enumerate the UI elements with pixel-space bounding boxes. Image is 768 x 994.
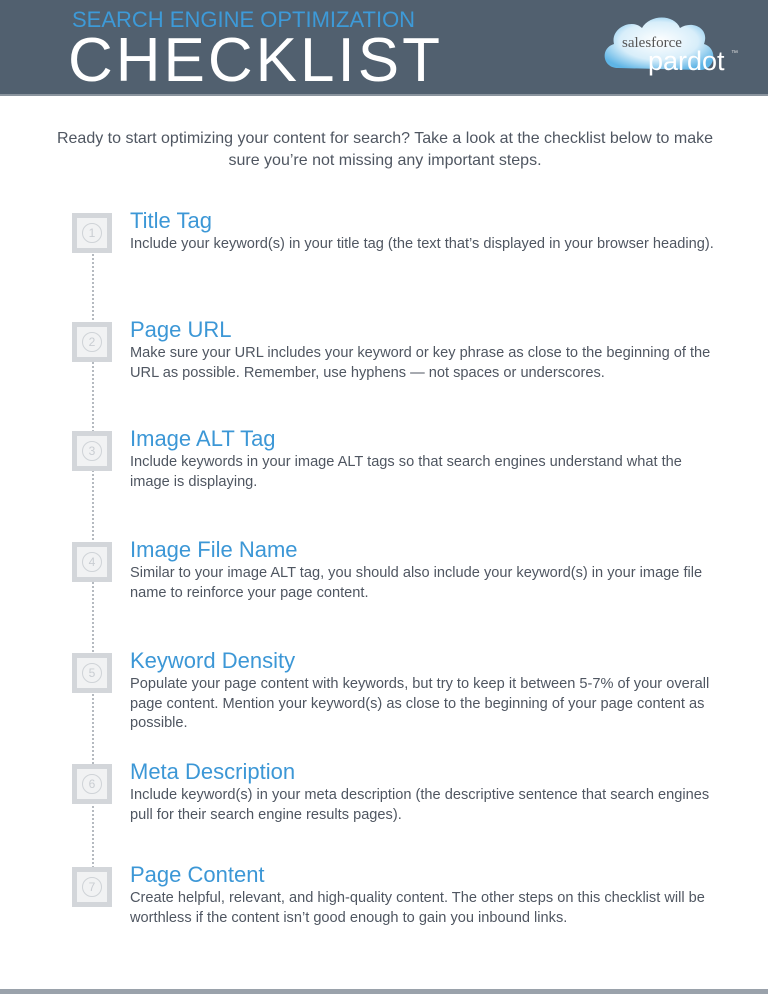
item-description: Include your keyword(s) in your title tag (the text that’s displayed in your browser heading). bbox=[130, 236, 714, 252]
item-description: Similar to your image ALT tag, you should also include your keyword(s) in your image file name to reinforce your page content. bbox=[130, 565, 703, 601]
item-title: Page URL bbox=[130, 317, 232, 342]
item-title: Page Content bbox=[130, 862, 265, 887]
step-number-box bbox=[72, 764, 112, 804]
item-description: Include keywords in your image ALT tags so that search engines understand what the image is displaying. bbox=[130, 454, 682, 490]
footer-divider bbox=[0, 989, 768, 994]
step-number-box bbox=[72, 867, 112, 907]
logo-salesforce-text: salesforce bbox=[622, 35, 682, 51]
step-number-box bbox=[72, 213, 112, 253]
trademark-mark: ™ bbox=[731, 50, 738, 57]
item-title: Keyword Density bbox=[130, 648, 296, 673]
salesforce-pardot-logo bbox=[598, 10, 748, 86]
step-number-box bbox=[72, 322, 112, 362]
item-description: Populate your page content with keywords, but try to keep it between 5-7% of your overall page content. Mention your keyword(s) as close to the beginning of your page content as possible. bbox=[130, 676, 710, 731]
item-title: Image ALT Tag bbox=[130, 426, 276, 451]
step-number: 5 bbox=[82, 663, 102, 683]
item-title: Meta Description bbox=[130, 759, 296, 784]
page-title: CHECKLIST bbox=[68, 26, 443, 95]
step-number-box bbox=[72, 653, 112, 693]
step-number: 6 bbox=[82, 774, 102, 794]
header-banner bbox=[0, 0, 768, 96]
step-number: 4 bbox=[82, 552, 102, 572]
item-title: Image File Name bbox=[130, 537, 298, 562]
item-description: Make sure your URL includes your keyword or key phrase as close to the beginning of the URL as possible. Remember, use hyphens — not spaces or underscores. bbox=[130, 345, 711, 381]
step-number: 3 bbox=[82, 441, 102, 461]
item-description: Include keyword(s) in your meta description (the descriptive sentence that search engines pull for their search engine results pages). bbox=[130, 787, 710, 823]
item-description: Create helpful, relevant, and high-quality content. The other steps on this checklist will be worthless if the content isn’t good enough to gain you inbound links. bbox=[130, 890, 705, 926]
step-number-box bbox=[72, 542, 112, 582]
step-number: 1 bbox=[82, 223, 102, 243]
logo-pardot-text: pardot bbox=[648, 46, 725, 76]
item-title: Title Tag bbox=[130, 208, 212, 233]
step-number-box bbox=[72, 431, 112, 471]
header-kicker: SEARCH ENGINE OPTIMIZATION bbox=[72, 7, 416, 32]
step-number: 2 bbox=[82, 332, 102, 352]
step-number: 7 bbox=[82, 877, 102, 897]
intro-text: Ready to start optimizing your content for search? Take a look at the checklist below to make sure you’re not missing any important steps. bbox=[56, 130, 714, 169]
